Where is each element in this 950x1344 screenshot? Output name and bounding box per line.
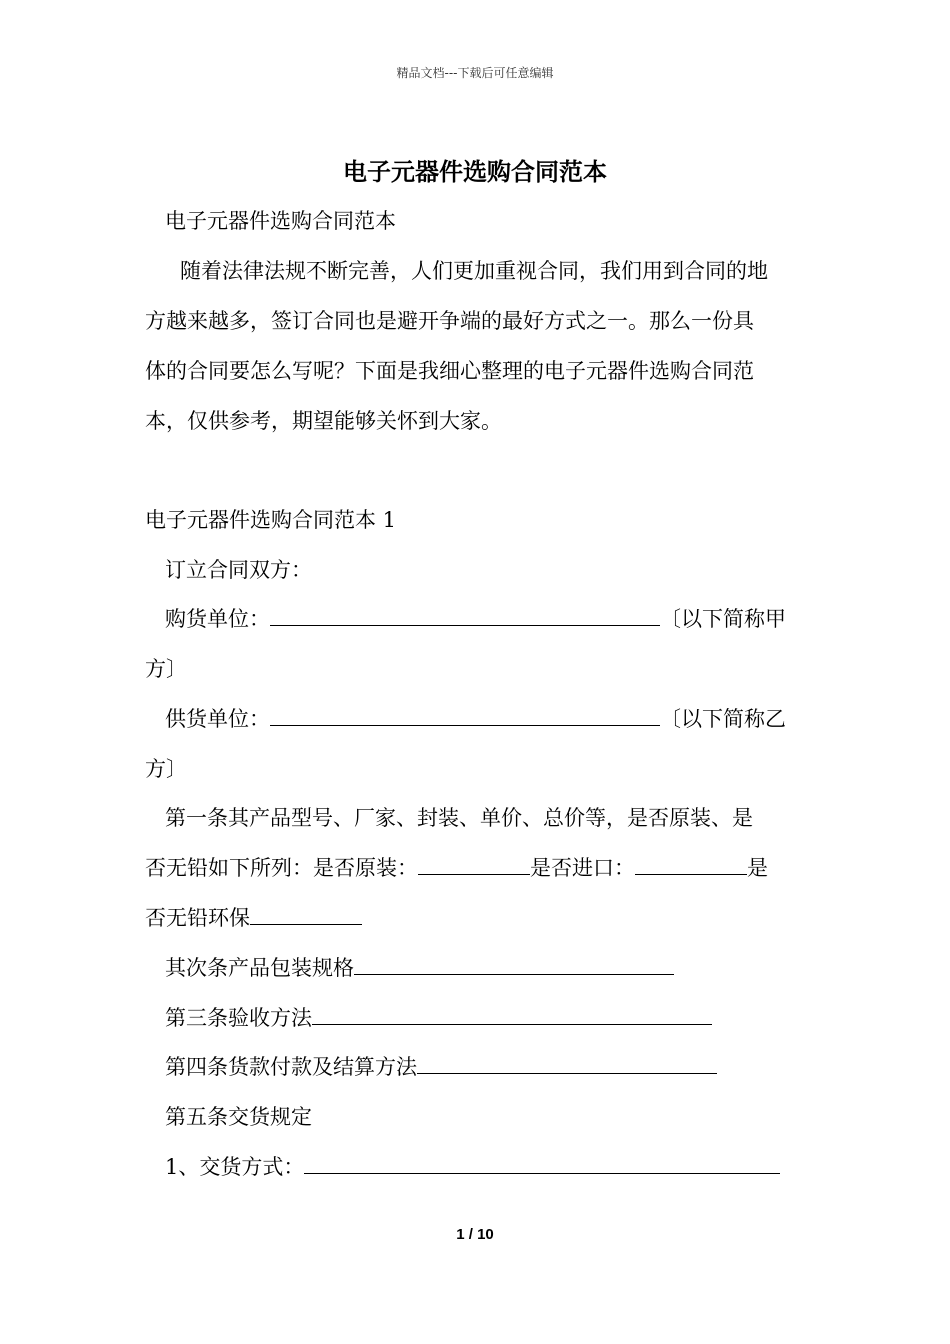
- subtitle: 电子元器件选购合同范本: [165, 209, 396, 233]
- buyer-blank[interactable]: [270, 605, 660, 626]
- leadfree-question: 否无铅环保: [145, 906, 250, 930]
- intro-line-2: 方越来越多，签订合同也是避开争端的最好方式之一。那么一份具: [145, 309, 754, 333]
- import-blank[interactable]: [635, 854, 747, 875]
- article4-label: 第四条货款付款及结算方法: [165, 1055, 417, 1079]
- original-question: 否无铅如下所列：是否原装：: [145, 856, 418, 880]
- section-heading: 电子元器件选购合同范本 1: [145, 508, 397, 532]
- parties-label: 订立合同双方：: [165, 558, 312, 582]
- article4-line: [165, 1052, 830, 1082]
- delivery-method-label: 1、交货方式：: [165, 1155, 305, 1179]
- intro-line-1: 随着法律法规不断完善，人们更加重视合同，我们用到合同的地: [180, 259, 768, 283]
- article1-line-2: [145, 853, 810, 883]
- article2-label: 其次条产品包装规格: [165, 956, 354, 980]
- supplier-suffix: 〔以下简称乙: [660, 707, 786, 731]
- buyer-line: [165, 604, 830, 634]
- import-question: 是否进口：: [530, 856, 635, 880]
- intro-line-4: 本，仅供参考，期望能够关怀到大家。: [145, 409, 502, 433]
- page-header: 精品文档---下载后可任意编辑: [396, 66, 554, 80]
- supplier-label: 供货单位：: [165, 707, 270, 731]
- article5-heading: 第五条交货规定: [165, 1105, 312, 1129]
- document-title: 电子元器件选购合同范本: [343, 158, 607, 186]
- article1-line-1: 第一条其产品型号、厂家、封装、单价、总价等，是否原装、是: [165, 806, 753, 830]
- article1-line-2-end: 是: [747, 856, 768, 880]
- buyer-suffix-cont: 方〕: [145, 657, 187, 681]
- article4-blank[interactable]: [417, 1053, 717, 1074]
- page-number: 1 / 10: [456, 1226, 494, 1243]
- intro-line-3: 体的合同要怎么写呢？下面是我细心整理的电子元器件选购合同范: [145, 359, 754, 383]
- delivery-method-blank[interactable]: [304, 1153, 780, 1174]
- leadfree-blank[interactable]: [250, 904, 362, 925]
- original-blank[interactable]: [418, 854, 530, 875]
- article2-blank[interactable]: [354, 954, 674, 975]
- supplier-suffix-cont: 方〕: [145, 757, 187, 781]
- buyer-suffix: 〔以下简称甲: [660, 607, 786, 631]
- supplier-line: [165, 704, 830, 734]
- article3-line: [165, 1003, 830, 1033]
- article2-line: [165, 953, 830, 983]
- article3-blank[interactable]: [312, 1004, 712, 1025]
- delivery-method-line: [165, 1152, 830, 1182]
- supplier-blank[interactable]: [270, 705, 660, 726]
- buyer-label: 购货单位：: [165, 607, 270, 631]
- article1-line-3: [145, 903, 810, 933]
- article3-label: 第三条验收方法: [165, 1006, 312, 1030]
